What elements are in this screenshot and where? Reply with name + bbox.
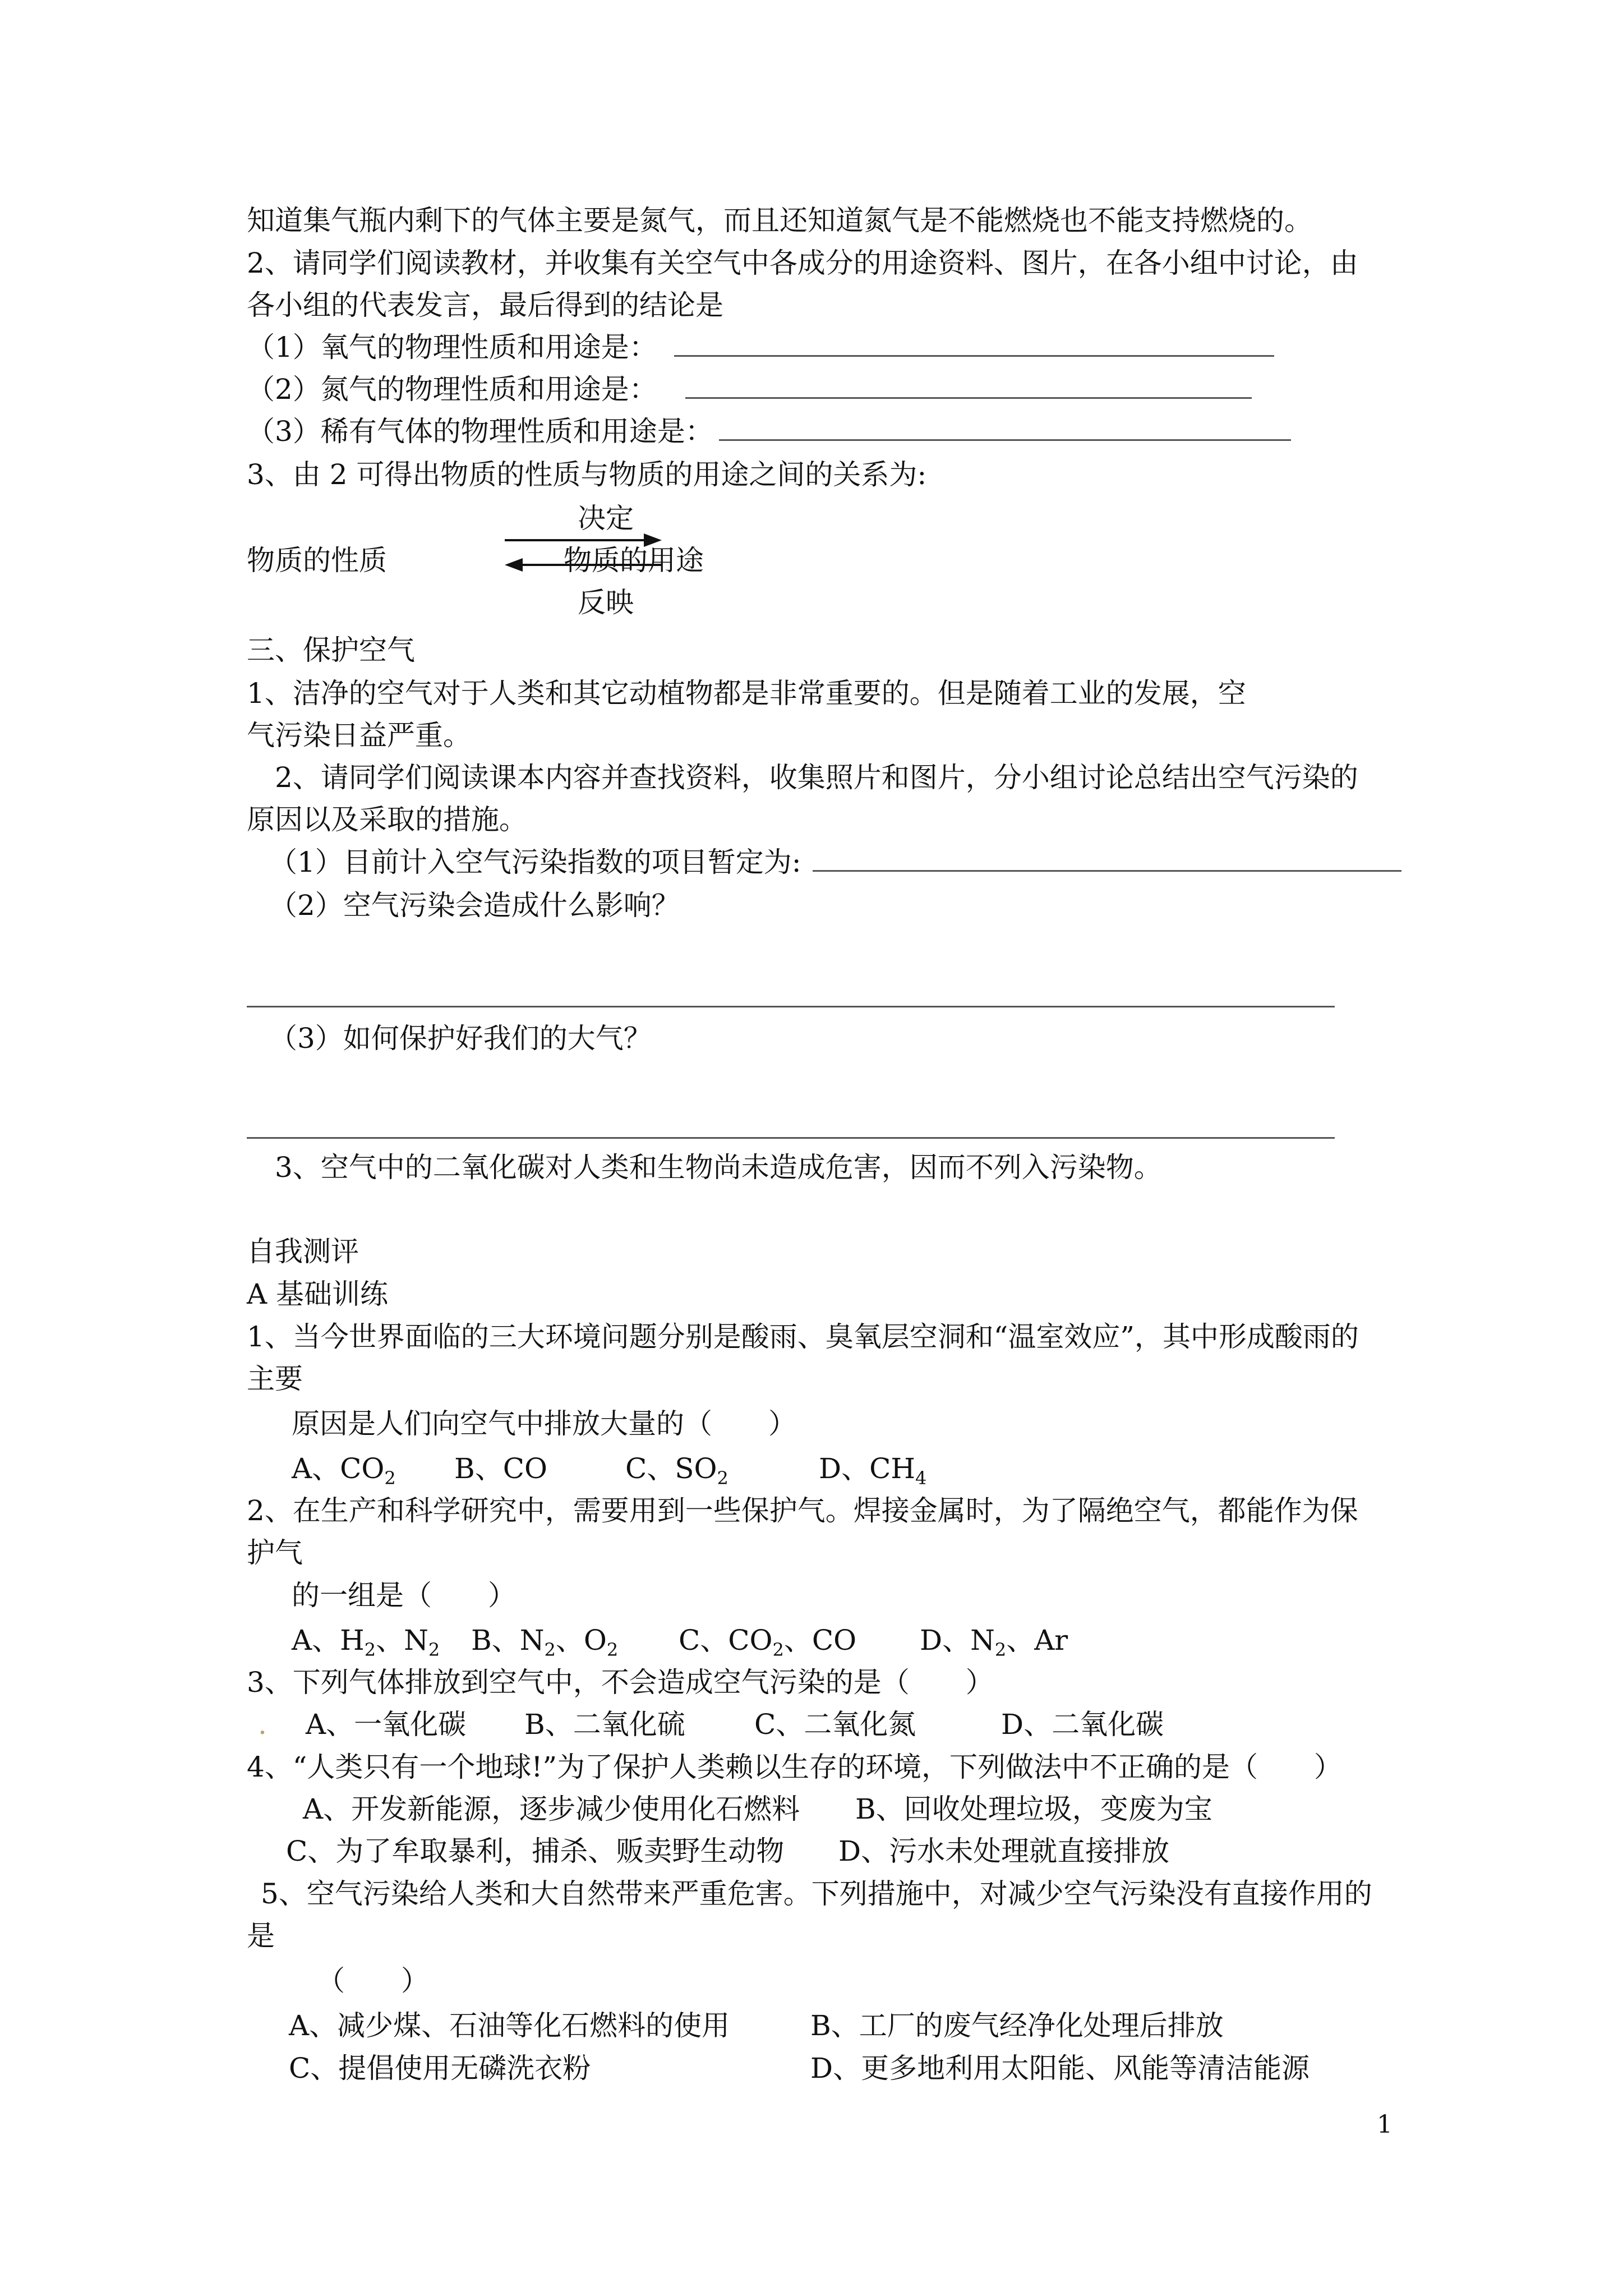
self-test-heading: 自我测评	[247, 1235, 359, 1268]
page-number: 1	[1377, 2110, 1393, 2139]
q5-option-c[interactable]: C、提倡使用无磷洗衣粉	[289, 2052, 591, 2085]
diagram-left-label: 物质的性质	[247, 544, 387, 577]
protect-q2: （2）空气污染会造成什么影响？	[269, 889, 680, 922]
answer-blank[interactable]	[719, 420, 1291, 441]
q5-line1: 5、空气污染给人类和大自然带来严重危害。下列措施中，对减少空气污染没有直接作用的	[261, 1878, 1372, 1910]
q1-option-c[interactable]	[625, 1451, 728, 1489]
answer-blank[interactable]	[674, 336, 1274, 357]
section2-q1	[247, 330, 1274, 365]
q3-option-d[interactable]: D、二氧化碳	[1001, 1708, 1164, 1741]
q5-line2: 是	[247, 1920, 275, 1952]
q2-option-a[interactable]	[292, 1623, 440, 1658]
q2-option-c-text2: 、CO	[783, 1624, 857, 1657]
self-test-subheading: A 基础训练	[247, 1278, 389, 1310]
section2-q3-text: （3）稀有气体的物理性质和用途是：	[247, 415, 713, 448]
forward-arrow-head	[644, 533, 662, 547]
protect-heading: 三、保护空气	[247, 634, 415, 666]
q4-option-b[interactable]: B、回收处理垃圾，变废为宝	[855, 1793, 1212, 1825]
subscript: 2	[384, 1467, 396, 1489]
q2-line3: 的一组是（ ）	[292, 1579, 516, 1612]
q3-option-c[interactable]: C、二氧化氮	[754, 1708, 916, 1741]
subscript: 2	[717, 1467, 728, 1489]
backward-arrow-head	[505, 558, 523, 572]
protect-p1-line2: 气污染日益严重。	[247, 719, 471, 752]
q1-option-c-text: C、SO	[625, 1452, 717, 1485]
q5-option-d[interactable]: D、更多地利用太阳能、风能等清洁能源	[810, 2052, 1310, 2085]
subscript: 4	[915, 1467, 927, 1489]
section2-q2-text: （2）氮气的物理性质和用途是：	[247, 373, 657, 406]
q1-line2: 主要	[247, 1363, 303, 1395]
section2-q3	[247, 414, 1291, 449]
q1-option-b[interactable]	[454, 1451, 547, 1486]
answer-blank[interactable]	[685, 378, 1252, 399]
q2-option-a-text: A、H	[292, 1624, 365, 1657]
q1-option-a[interactable]	[292, 1451, 396, 1489]
q2-option-b-text: B、N	[471, 1624, 545, 1657]
q5-option-b[interactable]: B、工厂的废气经净化处理后排放	[810, 2009, 1224, 2042]
q3-line1: 3、下列气体排放到空气中，不会造成空气污染的是（ ）	[247, 1666, 994, 1699]
answer-blank[interactable]	[813, 851, 1401, 872]
q2-option-d-text: D、N	[920, 1624, 995, 1657]
q1-option-d[interactable]	[819, 1451, 927, 1489]
q1-line3: 原因是人们向空气中排放大量的（ ）	[292, 1407, 796, 1440]
section2-q2	[247, 372, 1252, 407]
section2-line2: 各小组的代表发言，最后得到的结论是	[247, 289, 723, 321]
q1-option-d-text: D、CH	[819, 1452, 915, 1485]
subscript: 2	[428, 1639, 440, 1660]
q2-option-a-text2: 、N	[376, 1624, 428, 1657]
q2-line2: 护气	[247, 1536, 303, 1569]
diagram-right-label: 物质的用途	[564, 544, 704, 577]
q4-line1: 4、“人类只有一个地球!”为了保护人类赖以生存的环境，下列做法中不正确的是（ ）	[247, 1751, 1343, 1783]
protect-q1	[269, 845, 1401, 880]
q5-option-a[interactable]: A、减少煤、石油等化石燃料的使用	[289, 2009, 730, 2042]
protect-q1-text: （1）目前计入空气污染指数的项目暂定为:	[269, 846, 801, 878]
section2-line1: 2、请同学们阅读教材，并收集有关空气中各成分的用途资料、图片，在各小组中讨论，由	[247, 247, 1358, 279]
protect-p2-line2: 原因以及采取的措施。	[247, 803, 527, 836]
stray-dot: .	[258, 1708, 267, 1741]
relation-arrows	[499, 530, 667, 575]
q1-option-b-text: B、CO	[454, 1452, 547, 1485]
answer-line[interactable]	[247, 1006, 1335, 1007]
protect-p2-line1: 2、请同学们阅读课本内容并查找资料，收集照片和图片，分小组讨论总结出空气污染的	[275, 761, 1358, 794]
q2-option-b[interactable]	[471, 1623, 618, 1658]
section2-q1-text: （1）氧气的物理性质和用途是：	[247, 331, 657, 364]
protect-p1-line1: 1、洁净的空气对于人类和其它动植物都是非常重要的。但是随着工业的发展，空	[247, 677, 1246, 710]
subscript: 2	[606, 1639, 619, 1660]
subscript: 2	[994, 1639, 1007, 1660]
q2-option-d-text2: 、Ar	[1006, 1624, 1068, 1657]
protect-p3: 3、空气中的二氧化碳对人类和生物尚未造成危害，因而不列入污染物。	[275, 1151, 1162, 1184]
q1-option-a-text: A、CO	[292, 1452, 385, 1485]
subscript: 2	[544, 1639, 556, 1660]
q2-option-d[interactable]	[920, 1623, 1068, 1658]
q3-option-a[interactable]: A、一氧化碳	[306, 1708, 467, 1741]
q2-option-c[interactable]	[679, 1623, 856, 1658]
intro-line: 知道集气瓶内剩下的气体主要是氮气，而且还知道氮气是不能燃烧也不能支持燃烧的。	[247, 204, 1312, 237]
q5-line3: （ ）	[317, 1964, 429, 1997]
q4-option-d[interactable]: D、污水未处理就直接排放	[838, 1835, 1170, 1867]
answer-line[interactable]	[247, 1137, 1335, 1139]
section3-line1: 3、由 2 可得出物质的性质与物质的用途之间的关系为:	[247, 458, 927, 491]
subscript: 2	[364, 1639, 376, 1660]
q4-option-c[interactable]: C、为了牟取暴利，捕杀、贩卖野生动物	[286, 1835, 785, 1867]
q2-option-b-text2: 、O	[555, 1624, 607, 1657]
q1-line1: 1、当今世界面临的三大环境问题分别是酸雨、臭氧层空洞和“温室效应”，其中形成酸雨的	[247, 1320, 1359, 1353]
protect-q3: （3）如何保护好我们的大气？	[269, 1022, 652, 1055]
diagram-top-label: 决定	[578, 502, 634, 535]
subscript: 2	[772, 1639, 784, 1660]
diagram-bottom-label: 反映	[578, 586, 634, 619]
q2-option-c-text: C、CO	[679, 1624, 773, 1657]
q4-option-a[interactable]: A、开发新能源，逐步减少使用化石燃料	[303, 1793, 800, 1825]
q3-option-b[interactable]: B、二氧化硫	[524, 1708, 685, 1741]
q2-line1: 2、在生产和科学研究中，需要用到一些保护气。焊接金属时，为了隔绝空气，都能作为保	[247, 1494, 1358, 1527]
